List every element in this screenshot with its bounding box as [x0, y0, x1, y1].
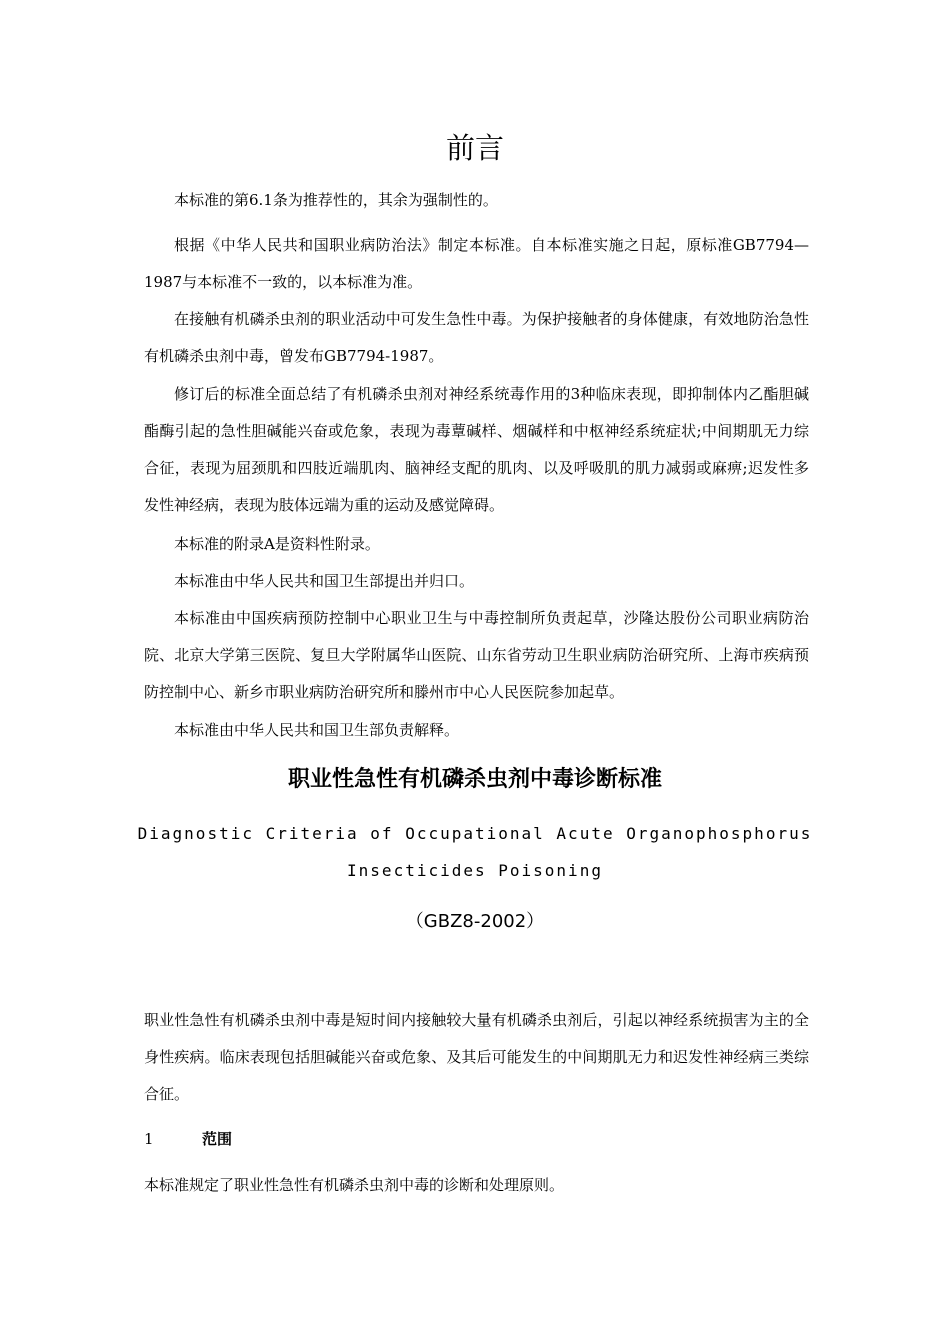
section-heading	[144, 1126, 232, 1152]
standard-code: （GBZ8-2002）	[405, 911, 545, 932]
english-title-line-2: Insecticides Poisoning	[347, 861, 603, 880]
english-title-line-1: Diagnostic Criteria of Occupational Acute Organophosphorus	[137, 824, 813, 843]
foreword-paragraph: 在接触有机磷杀虫剂的职业活动中可发生急性中毒。为保护接触者的身体健康，有效地防治急性有机磷杀虫剂中毒，曾发布GB7794-1987。	[144, 310, 809, 365]
foreword-paragraph: 修订后的标准全面总结了有机磷杀虫剂对神经系统毒作用的3种临床表现，即抑制体内乙酯胆碱酯酶引起的急性胆碱能兴奋或危象，表现为毒蕈碱样、烟碱样和中枢神经系统症状;中间期肌无力综合征，表现为屈颈肌和四肢近端肌肉、脑神经支配的肌肉、以及呼吸肌的肌力减弱或麻痹;迟发性多发性神经病，表现为肢体远端为重的运动及感觉障碍。	[144, 385, 809, 514]
foreword-title: 前言	[445, 131, 504, 165]
foreword-paragraph: 本标准由中华人民共和国卫生部提出并归口。	[174, 572, 475, 590]
foreword-paragraph: 本标准的附录A是资料性附录。	[174, 535, 380, 553]
section-text: 本标准规定了职业性急性有机磷杀虫剂中毒的诊断和处理原则。	[144, 1176, 565, 1194]
section-title: 范围	[202, 1130, 233, 1148]
standard-intro: 职业性急性有机磷杀虫剂中毒是短时间内接触较大量有机磷杀虫剂后，引起以神经系统损害为主的全身性疾病。临床表现包括胆碱能兴奋或危象、及其后可能发生的中间期肌无力和迟发性神经病三类综合征。	[144, 1011, 809, 1103]
foreword-paragraph: 本标准由中国疾病预防控制中心职业卫生与中毒控制所负责起草，沙隆达股份公司职业病防治院、北京大学第三医院、复旦大学附属华山医院、山东省劳动卫生职业病防治研究所、上海市疾病预防控制中心、新乡市职业病防治研究所和滕州市中心人民医院参加起草。	[144, 609, 809, 701]
standard-title: 职业性急性有机磷杀虫剂中毒诊断标准	[287, 767, 662, 792]
foreword-paragraph: 本标准的第6.1条为推荐性的，其余为强制性的。	[174, 191, 498, 209]
foreword-paragraph: 本标准由中华人民共和国卫生部负责解释。	[174, 721, 460, 739]
foreword-paragraph: 根据《中华人民共和国职业病防治法》制定本标准。自本标准实施之日起，原标准GB7794—1987与本标准不一致的，以本标准为准。	[144, 236, 809, 291]
section-number: 1	[144, 1130, 154, 1148]
